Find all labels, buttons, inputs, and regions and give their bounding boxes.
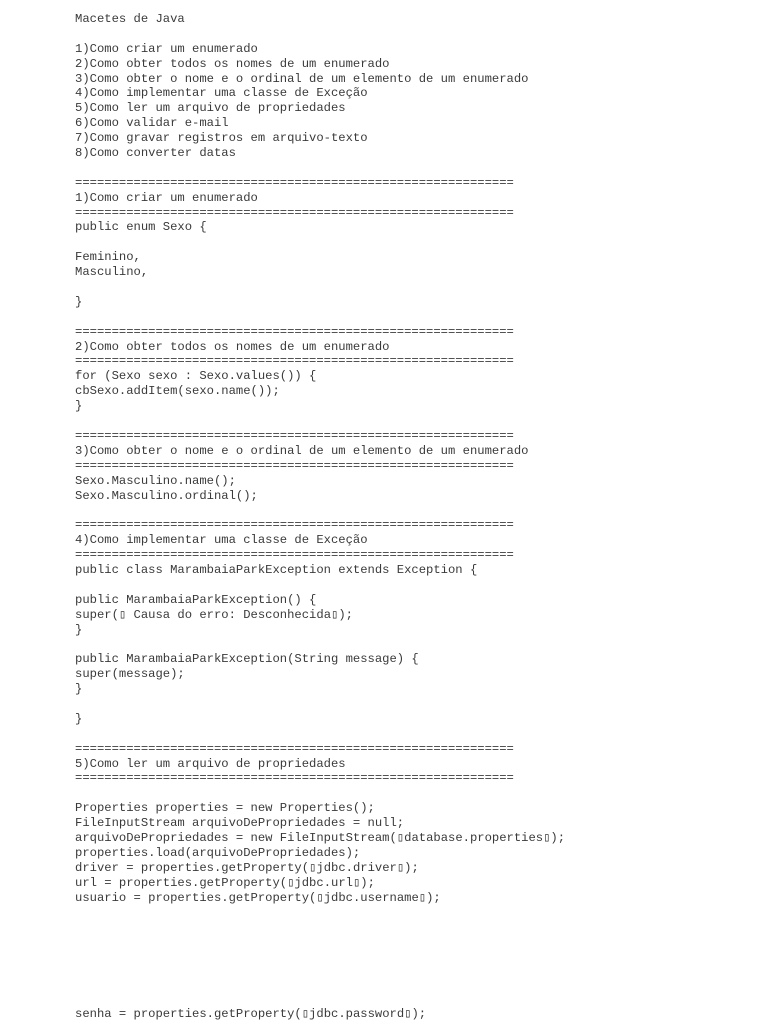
separator: ============================================================ bbox=[75, 205, 514, 220]
code-line: public enum Sexo { bbox=[75, 220, 207, 235]
code-line: Sexo.Masculino.ordinal(); bbox=[75, 488, 258, 503]
code-line: usuario = properties.getProperty(▯jdbc.username▯); bbox=[75, 890, 441, 905]
toc-item: 5)Como ler um arquivo de propriedades bbox=[75, 101, 346, 116]
section-5 bbox=[75, 742, 755, 906]
code-line: public MarambaiaParkException() { bbox=[75, 592, 317, 607]
code-line: } bbox=[75, 711, 83, 726]
separator: ============================================================ bbox=[75, 518, 514, 533]
code-line bbox=[75, 280, 755, 295]
separator: ============================================================ bbox=[75, 428, 514, 443]
code-line: public class MarambaiaParkException extends Exception { bbox=[75, 562, 478, 577]
section-4 bbox=[75, 518, 755, 726]
code-line: cbSexo.addItem(sexo.name()); bbox=[75, 384, 280, 399]
blank-line bbox=[75, 414, 755, 429]
code-line: public MarambaiaParkException(String message) { bbox=[75, 652, 419, 667]
code-line: } bbox=[75, 622, 83, 637]
section-heading: 4)Como implementar uma classe de Exceção bbox=[75, 533, 368, 548]
section-heading: 3)Como obter o nome e o ordinal de um elemento de um enumerado bbox=[75, 443, 529, 458]
code-line bbox=[75, 235, 755, 250]
code-line: properties.load(arquivoDePropriedades); bbox=[75, 845, 361, 860]
page-footer-code bbox=[75, 1007, 426, 1022]
code-line: arquivoDePropriedades = new FileInputStream(▯database.properties▯); bbox=[75, 830, 566, 845]
separator: ============================================================ bbox=[75, 354, 514, 369]
separator: ============================================================ bbox=[75, 771, 514, 786]
code-line: Feminino, bbox=[75, 250, 141, 265]
section-heading: 2)Como obter todos os nomes de um enumerado bbox=[75, 339, 390, 354]
code-line: super(▯ Causa do erro: Desconhecida▯); bbox=[75, 607, 353, 622]
blank-line bbox=[75, 27, 755, 42]
code-line: for (Sexo sexo : Sexo.values()) { bbox=[75, 369, 317, 384]
separator: ============================================================ bbox=[75, 324, 514, 339]
code-line: Masculino, bbox=[75, 265, 149, 280]
code-line: super(message); bbox=[75, 667, 185, 682]
code-line bbox=[75, 578, 755, 593]
section-heading: 1)Como criar um enumerado bbox=[75, 190, 258, 205]
section-2 bbox=[75, 325, 755, 414]
section-1 bbox=[75, 176, 755, 310]
toc-item: 6)Como validar e-mail bbox=[75, 116, 229, 131]
code-line: FileInputStream arquivoDePropriedades = null; bbox=[75, 816, 405, 831]
code-line: } bbox=[75, 399, 83, 414]
document-title: Macetes de Java bbox=[75, 12, 185, 26]
code-line: driver = properties.getProperty(▯jdbc.driver▯); bbox=[75, 860, 419, 875]
code-line: url = properties.getProperty(▯jdbc.url▯); bbox=[75, 875, 375, 890]
toc-item: 7)Como gravar registros em arquivo-texto bbox=[75, 131, 368, 146]
section-heading: 5)Como ler um arquivo de propriedades bbox=[75, 756, 346, 771]
section-3 bbox=[75, 429, 755, 503]
toc-item: 3)Como obter o nome e o ordinal de um elemento de um enumerado bbox=[75, 71, 529, 86]
code-line: } bbox=[75, 682, 83, 697]
toc-item: 1)Como criar um enumerado bbox=[75, 41, 258, 56]
code-line: Sexo.Masculino.name(); bbox=[75, 473, 236, 488]
code-line bbox=[75, 786, 755, 801]
separator: ============================================================ bbox=[75, 458, 514, 473]
separator: ============================================================ bbox=[75, 175, 514, 190]
toc-item: 2)Como obter todos os nomes de um enumerado bbox=[75, 56, 390, 71]
separator: ============================================================ bbox=[75, 548, 514, 563]
blank-line bbox=[75, 310, 755, 325]
code-line: Properties properties = new Properties(); bbox=[75, 801, 375, 816]
code-line: senha = properties.getProperty(▯jdbc.password▯); bbox=[75, 1007, 427, 1021]
document-page bbox=[75, 12, 755, 905]
blank-line bbox=[75, 503, 755, 518]
toc-item: 4)Como implementar uma classe de Exceção bbox=[75, 86, 368, 101]
code-line bbox=[75, 697, 755, 712]
table-of-contents bbox=[75, 42, 755, 161]
blank-line bbox=[75, 727, 755, 742]
code-line bbox=[75, 637, 755, 652]
code-line: } bbox=[75, 294, 83, 309]
blank-line bbox=[75, 161, 755, 176]
separator: ============================================================ bbox=[75, 741, 514, 756]
toc-item: 8)Como converter datas bbox=[75, 146, 236, 161]
